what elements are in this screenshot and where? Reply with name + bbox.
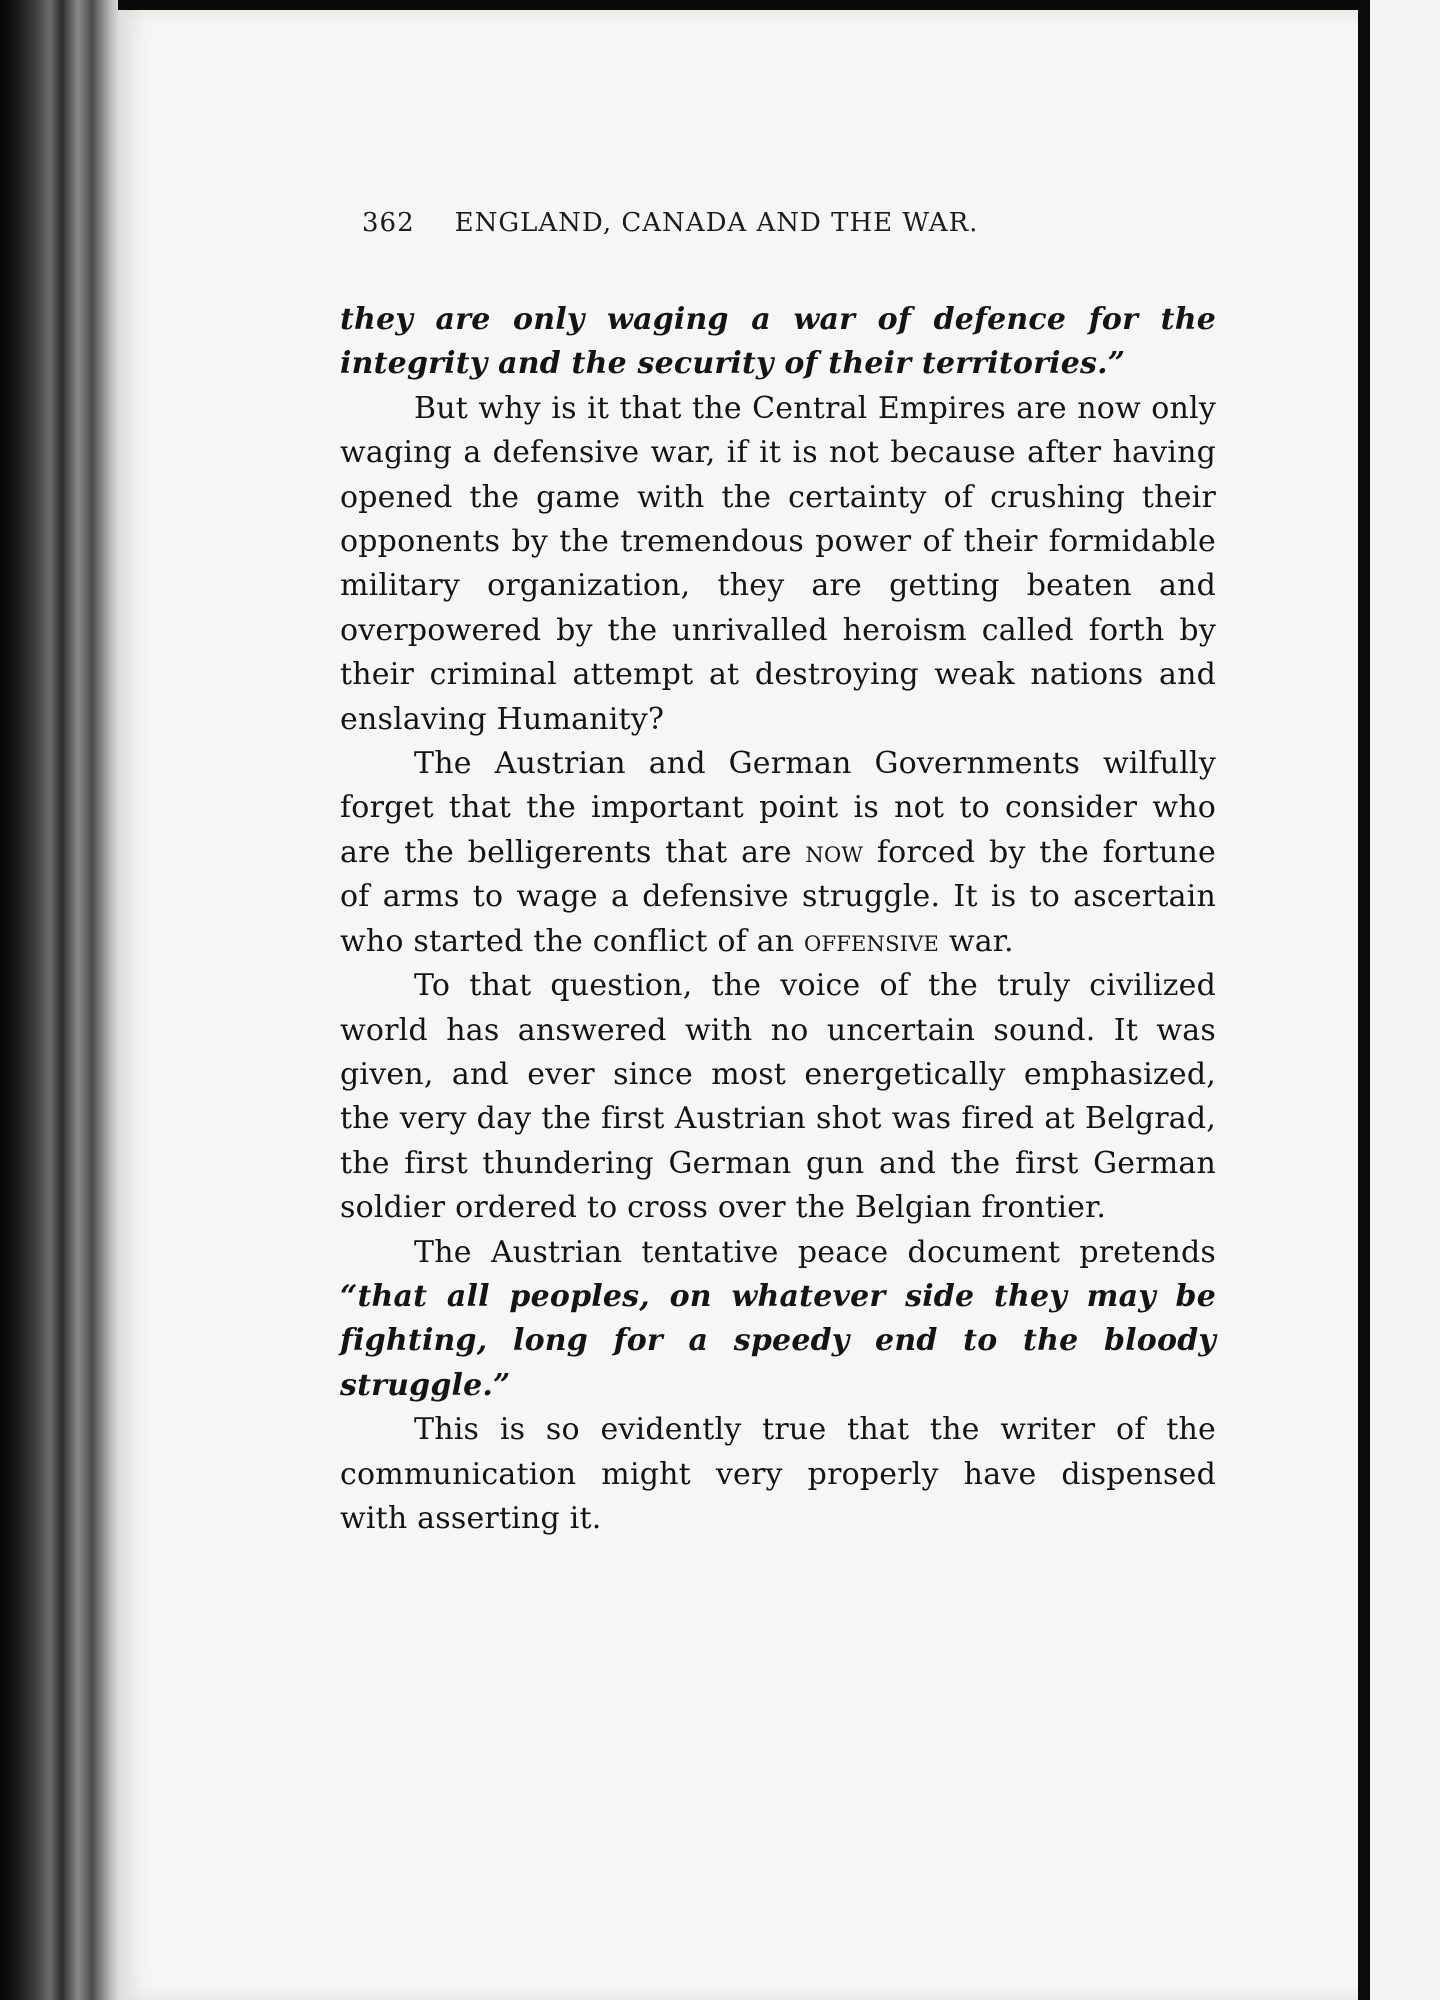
- page-body: [340, 298, 1216, 1541]
- paragraph: [340, 1231, 1216, 1409]
- paragraph: But why is it that the Central Empires are now only waging a defensive war, if it is not because after having opened the game with the certainty of crushing their opponents by the tremendous power of their formidable military organization, they are getting beaten and overpowered by the unrivalled heroism called forth by their criminal attempt at destroying weak nations and enslaving Humanity?: [340, 390, 1216, 737]
- small-caps-word: now: [805, 834, 864, 870]
- paragraph: This is so evidently true that the writer of the communication might very properly have dispensed with asserting it.: [340, 1412, 1216, 1536]
- paragraph: [340, 742, 1216, 964]
- small-caps-word: offensive: [804, 923, 940, 959]
- paragraph-quote-continuation: [340, 298, 1216, 387]
- running-header: [362, 208, 1102, 238]
- paragraph: To that question, the voice of the truly civilized world has answered with no uncertain sound. It was given, and ever since most energetically emphasized, the very day the first Austrian shot was fired at Belgrad, the first thundering German gun and the first German soldier ordered to cross over the Belgian frontier.: [340, 968, 1216, 1226]
- facing-page-edge: [1358, 0, 1440, 2000]
- italic-quote: “that all peoples, on whatever side they may be fighting, long for a speedy end to the bloody struggle.”: [340, 1278, 1216, 1403]
- text-run: The Austrian and German Governments wilfully forget that the important point is not to consider who are the belligerents that are: [340, 746, 1216, 870]
- page-number: 362: [362, 208, 415, 238]
- text-run: The Austrian tentative peace document pretends: [414, 1234, 1216, 1270]
- text-run: forced by the fortune of arms to wage a defensive struggle. It is to ascertain who started the conflict of an: [340, 834, 1216, 959]
- italic-quote: they are only waging a war of defence for the integrity and the security of their territories.”: [340, 302, 1216, 382]
- text-run: war.: [948, 923, 1014, 959]
- book-spine-edge: [0, 0, 118, 2000]
- running-title: ENGLAND, CANADA AND THE WAR.: [454, 208, 979, 238]
